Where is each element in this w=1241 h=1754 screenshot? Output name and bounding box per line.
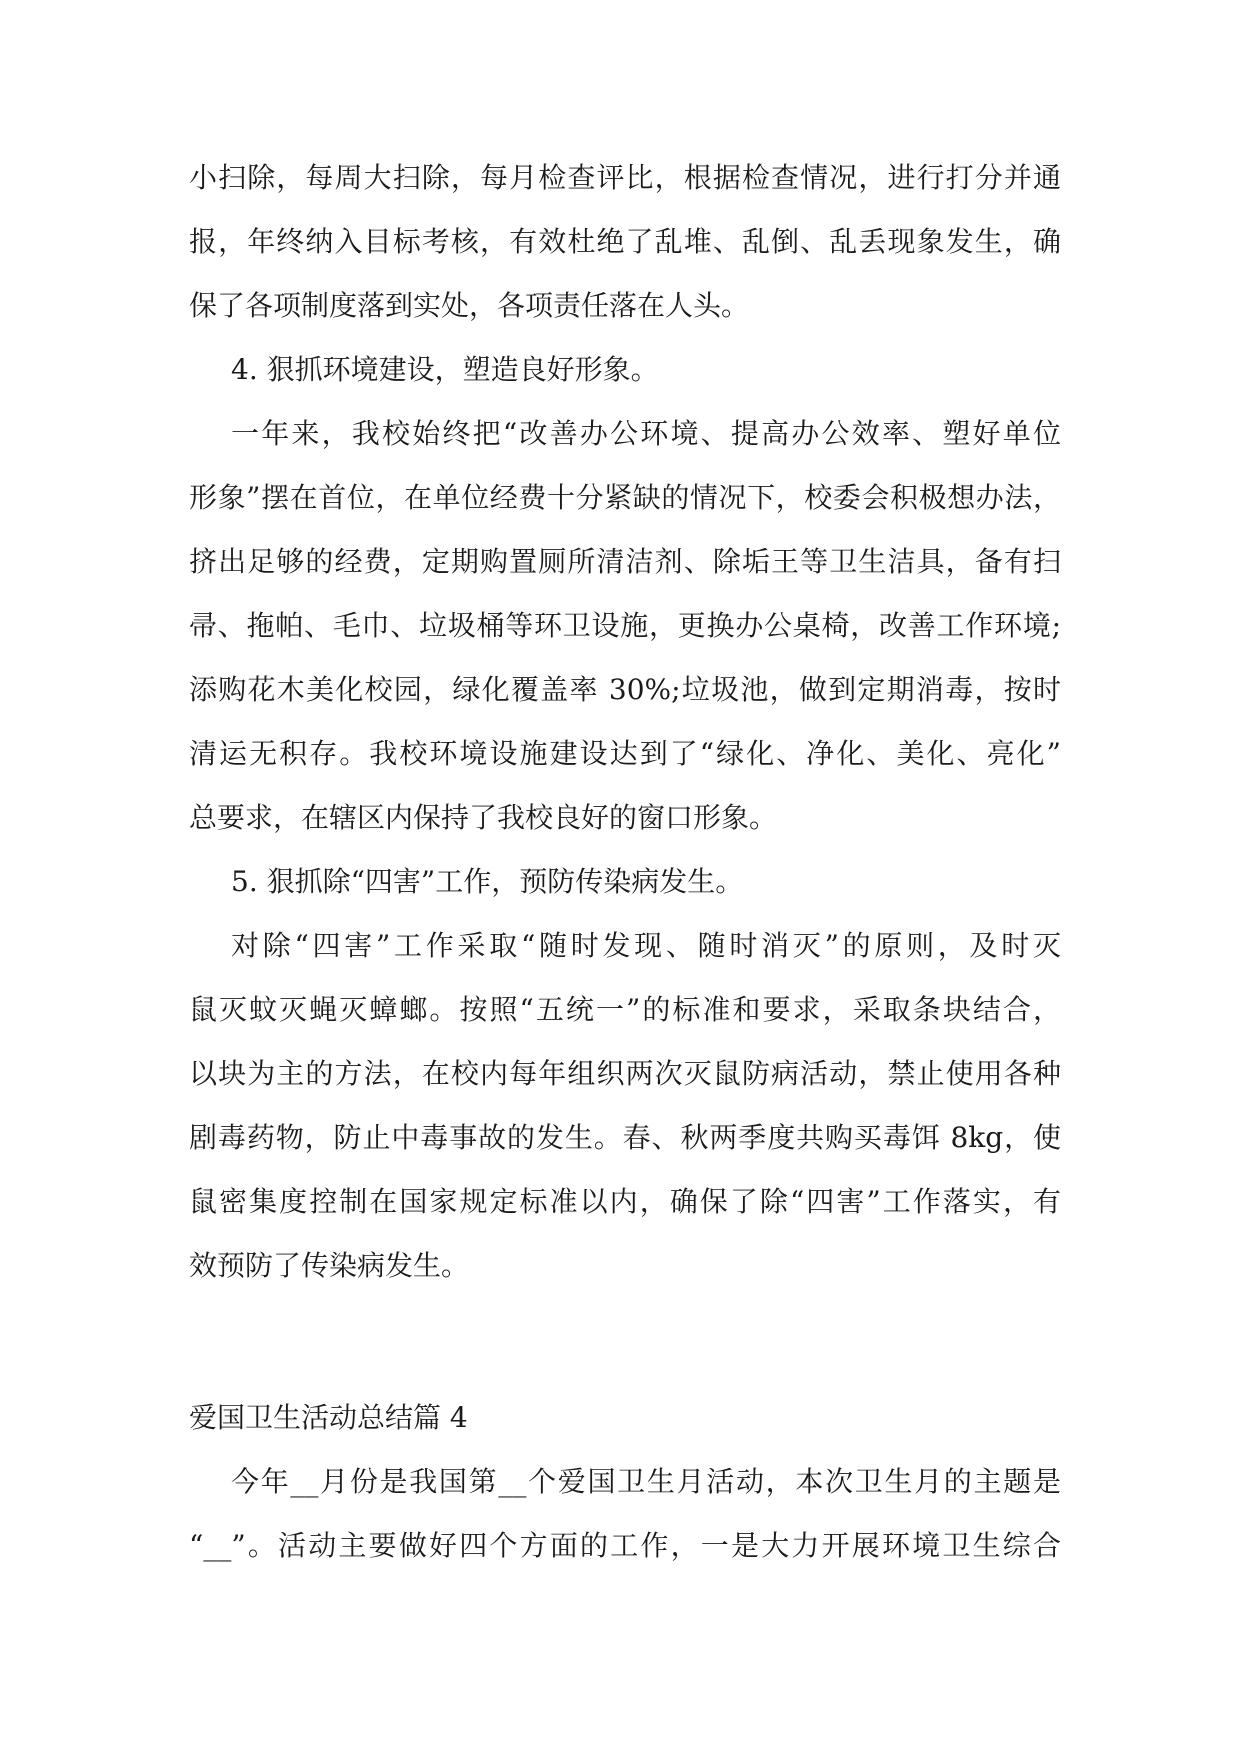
text-line: 总要求，在辖区内保持了我校良好的窗口形象。: [189, 801, 778, 834]
text-line: 挤出足够的经费，定期购置厕所清洁剂、除垢王等卫生洁具，备有扫: [189, 545, 1061, 578]
paragraph-health-month: [189, 1450, 1061, 1578]
text-line: 形象”摆在首位，在单位经费十分紧缺的情况下，校委会积极想办法，: [189, 481, 1061, 514]
text-line: 鼠灭蚊灭蝇灭蟑螂。按照“五统一”的标准和要求，采取条块结合，: [189, 993, 1061, 1026]
text-line: 添购花木美化校园，绿化覆盖率 30%;垃圾池，做到定期消毒，按时: [189, 673, 1061, 706]
text-line: 帚、拖帕、毛巾、垃圾桶等环卫设施，更换办公桌椅，改善工作环境;: [189, 609, 1061, 642]
item-4-title: [189, 338, 1061, 402]
paragraph-environment: [189, 402, 1061, 850]
text-line: 今年__月份是我国第__个爱国卫生月活动，本次卫生月的主题是: [231, 1465, 1061, 1498]
text-line: 5. 狠抓除“四害”工作，预防传染病发生。: [231, 865, 744, 898]
text-line: 对除“四害”工作采取“随时发现、随时消灭”的原则，及时灭: [231, 929, 1061, 962]
text-line: 报，年终纳入目标考核，有效杜绝了乱堆、乱倒、乱丢现象发生，确: [189, 225, 1061, 258]
item-5-title: [189, 850, 1061, 914]
text-line: 鼠密集度控制在国家规定标准以内，确保了除“四害”工作落实，有: [189, 1185, 1061, 1218]
text-line: 效预防了传染病发生。: [189, 1249, 470, 1282]
text-line: 一年来，我校始终把“改善办公环境、提高办公效率、塑好单位: [231, 417, 1061, 450]
text-line: 小扫除，每周大扫除，每月检查评比，根据检查情况，进行打分并通: [189, 161, 1061, 194]
text-line: 以块为主的方法，在校内每年组织两次灭鼠防病活动，禁止使用各种: [189, 1057, 1061, 1090]
text-line: 4. 狠抓环境建设，塑造良好形象。: [231, 353, 659, 386]
text-line: 剧毒药物，防止中毒事故的发生。春、秋两季度共购买毒饵 8kg，使: [189, 1121, 1061, 1154]
text-line: 保了各项制度落到实处，各项责任落在人头。: [189, 289, 750, 322]
paragraph-four-pests: [189, 914, 1061, 1298]
text-line: 清运无积存。我校环境设施建设达到了“绿化、净化、美化、亮化”: [189, 737, 1061, 770]
paragraph-cleaning-system: [189, 146, 1061, 338]
text-line: “__”。活动主要做好四个方面的工作，一是大力开展环境卫生综合: [189, 1529, 1061, 1562]
section-heading: 爱国卫生活动总结篇 4: [189, 1401, 468, 1434]
